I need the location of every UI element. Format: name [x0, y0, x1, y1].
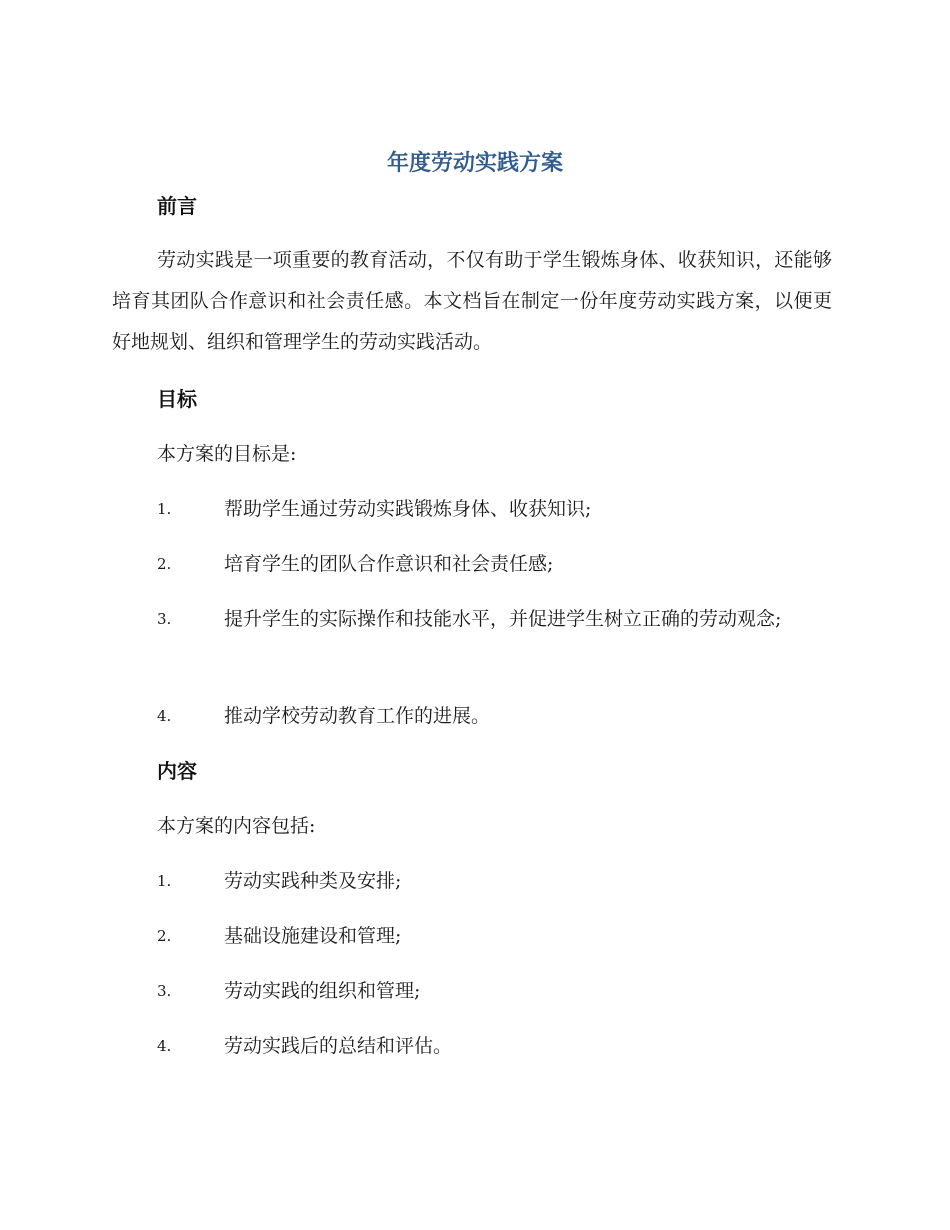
list-item-text: 基础设施建设和管理; — [224, 925, 402, 947]
section-heading-preface: 前言 — [157, 194, 197, 218]
list-number: 3. — [157, 610, 172, 628]
list-number: 2. — [157, 555, 172, 573]
list-item-text: 推动学校劳动教育工作的进展。 — [224, 705, 491, 727]
list-number: 1. — [157, 500, 172, 518]
goals-intro: 本方案的目标是: — [157, 443, 297, 465]
list-number: 4. — [157, 707, 172, 725]
list-number: 4. — [157, 1037, 172, 1055]
document-title: 年度劳动实践方案 — [386, 151, 563, 176]
preface-paragraph: 劳动实践是一项重要的教育活动，不仅有助于学生锻炼身体、收获知识，还能够培育其团队合作意识和社会责任感。本文档旨在制定一份年度劳动实践方案，以便更好地规划、组织和管理学生的劳动实践活动。 — [112, 249, 832, 353]
list-item-text: 劳动实践后的总结和评估。 — [224, 1035, 453, 1057]
list-item-text: 提升学生的实际操作和技能水平，并促进学生树立正确的劳动观念; — [224, 608, 782, 630]
content-list-item — [112, 920, 836, 957]
list-item-text: 帮助学生通过劳动实践锻炼身体、收获知识; — [224, 498, 592, 520]
goals-list-item — [112, 493, 836, 530]
content-list-item — [112, 865, 836, 902]
content-list-item — [112, 975, 836, 1012]
content-intro: 本方案的内容包括: — [157, 815, 316, 837]
list-item-text: 培育学生的团队合作意识和社会责任感; — [224, 553, 554, 575]
content-list-item — [112, 1030, 836, 1067]
section-heading-goals: 目标 — [157, 387, 197, 411]
list-number: 2. — [157, 927, 172, 945]
list-number: 3. — [157, 982, 172, 1000]
list-item-text: 劳动实践的组织和管理; — [224, 980, 421, 1002]
goals-list-item — [112, 548, 836, 585]
list-number: 1. — [157, 872, 172, 890]
goals-list-item — [112, 700, 836, 737]
section-heading-content: 内容 — [157, 759, 197, 783]
goals-list-item — [112, 603, 836, 640]
list-item-text: 劳动实践种类及安排; — [224, 870, 402, 892]
